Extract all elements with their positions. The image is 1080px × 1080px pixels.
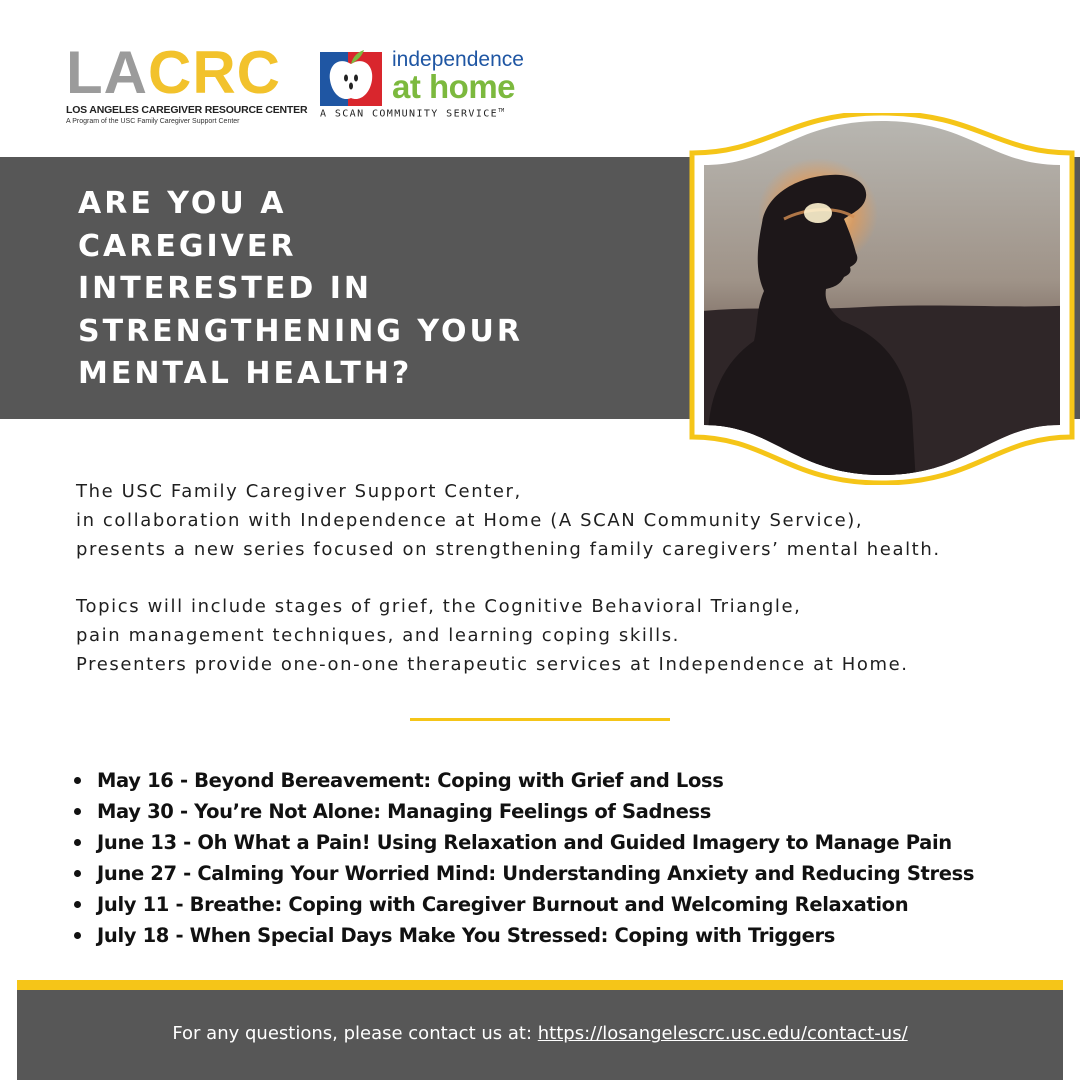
contact-link[interactable]: https://losangelescrc.usc.edu/contact-us/ xyxy=(537,1023,908,1044)
iah-wordmark-line2: at home xyxy=(392,68,516,105)
intro-paragraph xyxy=(76,477,941,564)
headline-line: MENTAL HEALTH? xyxy=(78,356,413,391)
footer-accent-bar xyxy=(17,980,1063,990)
intro-line: in collaboration with Independence at Home (A SCAN Community Service), xyxy=(76,510,864,531)
topics-line: pain management techniques, and learning coping skills. xyxy=(76,625,680,646)
topics-line: Presenters provide one-on-one therapeutic services at Independence at Home. xyxy=(76,654,909,675)
lacrc-wordmark: LACRC xyxy=(66,39,281,106)
topics-paragraph xyxy=(76,592,909,679)
headline-line: CAREGIVER xyxy=(78,228,297,264)
session-item xyxy=(72,827,974,858)
iah-tagline: A SCAN COMMUNITY SERVICE™ xyxy=(320,108,505,120)
silhouette-photo xyxy=(684,113,1080,485)
session-item xyxy=(72,796,974,827)
topics-line: Topics will include stages of grief, the Cognitive Behavioral Triangle, xyxy=(76,596,802,617)
bullet-icon xyxy=(74,777,81,784)
session-text: May 30 - You’re Not Alone: Managing Feelings of Sadness xyxy=(97,800,711,823)
session-item xyxy=(72,889,974,920)
headline-line: INTERESTED IN xyxy=(78,271,372,306)
independence-at-home-logo xyxy=(320,42,540,122)
lacrc-tagline: A Program of the USC Family Caregiver Support Center xyxy=(66,118,240,125)
iah-wordmark-line1: independence xyxy=(392,48,524,71)
headline-line: STRENGTHENING YOUR xyxy=(78,313,523,349)
headline xyxy=(78,183,638,396)
session-text: July 11 - Breathe: Coping with Caregiver Burnout and Welcoming Relaxation xyxy=(97,893,909,916)
footer-contact xyxy=(17,1023,1063,1044)
lacrc-subtitle: LOS ANGELES CAREGIVER RESOURCE CENTER xyxy=(66,104,308,116)
footer xyxy=(17,990,1063,1080)
intro-line: The USC Family Caregiver Support Center, xyxy=(76,481,522,502)
session-item xyxy=(72,858,974,889)
session-list xyxy=(72,765,974,951)
apple-icon xyxy=(320,44,382,106)
headline-line: ARE YOU A xyxy=(78,186,287,221)
lacrc-logo xyxy=(66,39,308,125)
bullet-icon xyxy=(74,932,81,939)
bullet-icon xyxy=(74,839,81,846)
bullet-icon xyxy=(74,808,81,815)
iah-tm-mark: TM xyxy=(498,108,505,114)
footer-label: For any questions, please contact us at: xyxy=(172,1023,538,1044)
bullet-icon xyxy=(74,870,81,877)
intro-line: presents a new series focused on strengthening family caregivers’ mental health. xyxy=(76,539,941,560)
session-item xyxy=(72,920,974,951)
session-item xyxy=(72,765,974,796)
yellow-divider xyxy=(410,718,670,721)
bullet-icon xyxy=(74,901,81,908)
session-text: June 13 - Oh What a Pain! Using Relaxation and Guided Imagery to Manage Pain xyxy=(97,831,952,854)
session-text: June 27 - Calming Your Worried Mind: Understanding Anxiety and Reducing Stress xyxy=(97,862,975,885)
session-text: May 16 - Beyond Bereavement: Coping with Grief and Loss xyxy=(97,769,724,792)
session-text: July 18 - When Special Days Make You Stressed: Coping with Triggers xyxy=(97,924,836,947)
